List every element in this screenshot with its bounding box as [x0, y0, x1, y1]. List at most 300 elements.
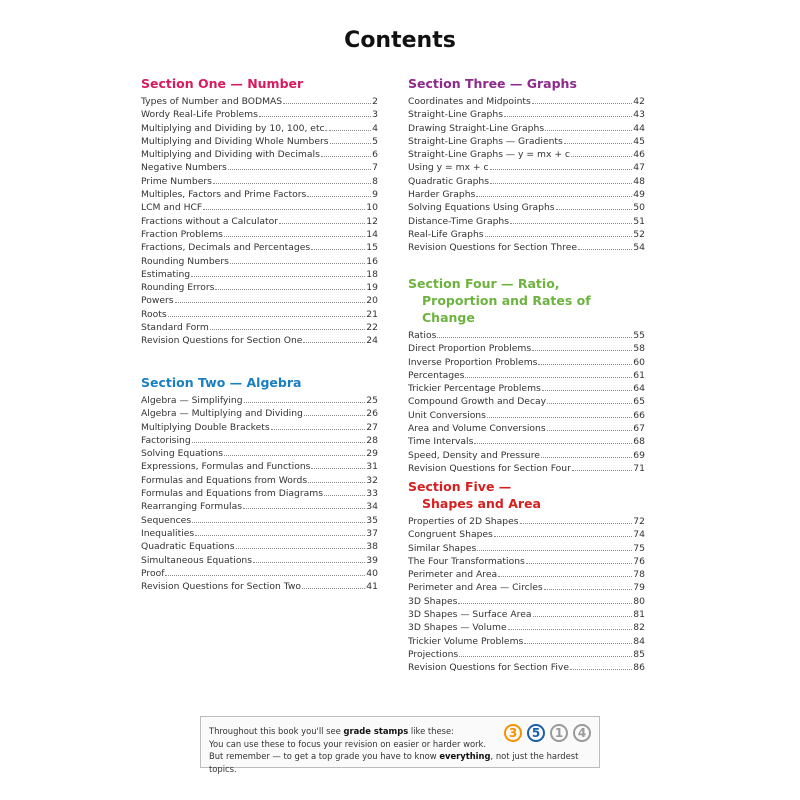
page-number: 33: [366, 488, 378, 500]
dot-leader: [458, 603, 632, 604]
toc-entry[interactable]: [408, 122, 645, 135]
grade-stamps-note: [200, 716, 600, 774]
grade-stamp-icon: 5: [527, 724, 545, 742]
page-number: 68: [633, 436, 645, 448]
entry-title: Expressions, Formulas and Functions: [141, 461, 311, 473]
entry-title: Proof: [141, 567, 165, 579]
toc-entry[interactable]: [408, 422, 645, 435]
toc-entry[interactable]: [408, 382, 645, 395]
entry-title: Formulas and Equations from Diagrams: [141, 488, 323, 500]
dot-leader: [244, 402, 366, 403]
toc-entry[interactable]: [408, 462, 645, 475]
dot-leader: [168, 316, 366, 317]
toc-entry[interactable]: [408, 148, 645, 161]
entry-title: Formulas and Equations from Words: [141, 474, 308, 486]
toc-entry[interactable]: [141, 241, 378, 254]
dot-leader: [259, 116, 371, 117]
entry-title: Ratios: [408, 330, 437, 341]
toc-entry[interactable]: [408, 108, 645, 121]
section-number: [141, 75, 378, 348]
page-number: 24: [366, 335, 378, 347]
section-entries: [141, 95, 378, 348]
dot-leader: [192, 442, 366, 443]
entry-title: Fraction Problems: [141, 228, 223, 240]
note-line-3: But remember — to get a top grade you have to know everything, not just the hardest topics.: [209, 751, 579, 774]
page-number: 69: [633, 449, 645, 461]
entry-title: Perimeter and Area: [408, 569, 498, 581]
dot-leader: [494, 536, 632, 537]
dot-leader: [459, 656, 632, 657]
dot-leader: [476, 196, 632, 197]
page-number: 7: [372, 162, 378, 174]
dot-leader: [330, 143, 372, 144]
dot-leader: [477, 550, 632, 551]
entry-title: Multiplying and Dividing with Decimals: [141, 149, 320, 161]
dot-leader: [279, 223, 365, 224]
note-line-2: You can use these to focus your revision on easier or harder work.: [209, 738, 487, 749]
page-number: 65: [633, 396, 645, 408]
dot-leader: [556, 209, 633, 210]
entry-title: Multiplying and Dividing by 10, 100, etc.: [141, 122, 328, 134]
toc-entry[interactable]: [408, 409, 645, 422]
toc-entry[interactable]: [408, 175, 645, 188]
toc-entry[interactable]: [141, 161, 378, 174]
dot-leader: [311, 249, 365, 250]
page-number: 76: [633, 555, 645, 567]
dot-leader: [538, 364, 632, 365]
page-number: 37: [366, 527, 378, 539]
dot-leader: [215, 289, 365, 290]
section-title: Section Two — Algebra: [141, 375, 302, 390]
entry-title: Real-Life Graphs: [408, 228, 484, 240]
page-number: 60: [633, 356, 645, 368]
toc-entry[interactable]: [141, 514, 378, 527]
page-number: 21: [366, 308, 378, 320]
dot-leader: [224, 236, 365, 237]
entry-title: The Four Transformations: [408, 555, 525, 567]
entry-title: Rearranging Formulas: [141, 501, 242, 513]
toc-entry[interactable]: [141, 122, 378, 135]
page-number: 75: [633, 542, 645, 554]
entry-title: Area and Volume Conversions: [408, 423, 546, 435]
toc-entry[interactable]: [408, 369, 645, 382]
toc-entry[interactable]: [408, 581, 645, 594]
dot-leader: [271, 429, 366, 430]
dot-leader: [213, 183, 371, 184]
entry-title: Simultaneous Equations: [141, 554, 253, 566]
dot-leader: [487, 417, 632, 418]
dot-leader: [311, 468, 365, 469]
section-title: [408, 478, 645, 512]
toc-entry[interactable]: [141, 268, 378, 281]
toc-entry[interactable]: [141, 175, 378, 188]
dot-leader: [498, 576, 632, 577]
dot-leader: [303, 342, 365, 343]
section-entries: [408, 329, 645, 475]
toc-entry[interactable]: [141, 228, 378, 241]
page-number: 81: [633, 609, 645, 621]
entry-title: Time Intervals: [408, 436, 474, 448]
dot-leader: [302, 588, 365, 589]
toc-entry[interactable]: [141, 421, 378, 434]
toc-entry[interactable]: [408, 356, 645, 369]
toc-entry[interactable]: [141, 201, 378, 214]
toc-entry[interactable]: [141, 487, 378, 500]
dot-leader: [165, 575, 365, 576]
entry-title: Multiplying and Dividing Whole Numbers: [141, 135, 329, 147]
toc-entry[interactable]: [408, 241, 645, 254]
dot-leader: [541, 457, 632, 458]
page-number: 78: [633, 569, 645, 581]
entry-title: Congruent Shapes: [408, 529, 493, 541]
dot-leader: [526, 563, 632, 564]
entry-title: Similar Shapes: [408, 542, 477, 554]
page-number: 61: [633, 369, 645, 381]
entry-title: Distance-Time Graphs: [408, 215, 510, 227]
entry-title: Straight-Line Graphs: [408, 109, 504, 121]
dot-leader: [532, 350, 632, 351]
section-title-line2: Proportion and Rates of Change: [422, 293, 591, 325]
dot-leader: [175, 302, 366, 303]
entry-title: 3D Shapes — Volume: [408, 622, 507, 634]
toc-entry[interactable]: [141, 294, 378, 307]
page-number: 49: [633, 189, 645, 201]
dot-leader: [224, 455, 365, 456]
entry-title: Negative Numbers: [141, 162, 227, 174]
dot-leader: [324, 495, 365, 496]
entry-title: Straight-Line Graphs — Gradients: [408, 135, 563, 147]
toc-entry[interactable]: [141, 580, 378, 593]
dot-leader: [510, 223, 632, 224]
dot-leader: [230, 263, 365, 264]
page-number: 72: [633, 516, 645, 527]
entry-title: Fractions, Decimals and Percentages: [141, 242, 311, 254]
toc-entry[interactable]: [408, 542, 645, 555]
dot-leader: [547, 403, 632, 404]
entry-title: Solving Equations Using Graphs: [408, 202, 555, 214]
dot-leader: [243, 508, 365, 509]
toc-entry[interactable]: [141, 567, 378, 580]
toc-entry[interactable]: [141, 500, 378, 513]
page-number: 50: [633, 202, 645, 214]
dot-leader: [474, 443, 632, 444]
grade-stamp-icon: 3: [504, 724, 522, 742]
dot-leader: [195, 535, 365, 536]
entry-title: Using y = mx + c: [408, 162, 489, 174]
page-number: 74: [633, 529, 645, 541]
entry-title: Fractions without a Calculator: [141, 215, 279, 227]
page-number: 85: [633, 648, 645, 660]
toc-entry[interactable]: [141, 474, 378, 487]
dot-leader: [465, 377, 632, 378]
page-number: 86: [633, 662, 645, 674]
dot-leader: [321, 156, 371, 157]
entry-title: Trickier Volume Problems: [408, 635, 524, 647]
dot-leader: [572, 470, 632, 471]
entry-title: Percentages: [408, 369, 465, 381]
section-title: [408, 275, 645, 326]
entry-title: Multiplying Double Brackets: [141, 421, 270, 433]
page-number: 45: [633, 135, 645, 147]
dot-leader: [210, 329, 365, 330]
entry-title: Roots: [141, 308, 167, 320]
toc-entry[interactable]: [141, 407, 378, 420]
page-number: 79: [633, 582, 645, 594]
page-number: 84: [633, 635, 645, 647]
dot-leader: [571, 156, 632, 157]
entry-title: Powers: [141, 295, 174, 307]
toc-entry[interactable]: [141, 394, 378, 407]
entry-title: Revision Questions for Section One: [141, 335, 303, 347]
entry-title: Perimeter and Area — Circles: [408, 582, 543, 594]
grade-stamp-icon: 4: [573, 724, 591, 742]
page-number: 38: [366, 541, 378, 553]
toc-entry[interactable]: [408, 201, 645, 214]
entry-title: 3D Shapes — Surface Area: [408, 609, 532, 621]
toc-entry[interactable]: [408, 135, 645, 148]
section-entries: [408, 95, 645, 255]
page-number: 80: [633, 595, 645, 607]
toc-entry[interactable]: [141, 554, 378, 567]
page-number: 29: [366, 448, 378, 460]
page-number: 34: [366, 501, 378, 513]
entry-title: Revision Questions for Section Three: [408, 242, 578, 254]
page-number: 51: [633, 215, 645, 227]
section-title-line2: Shapes and Area: [422, 496, 541, 511]
toc-entry[interactable]: [408, 555, 645, 568]
toc-entry[interactable]: [408, 595, 645, 608]
toc-entry[interactable]: [141, 527, 378, 540]
page-number: 43: [633, 109, 645, 121]
entry-title: Revision Questions for Section Four: [408, 462, 571, 474]
toc-entry[interactable]: [408, 395, 645, 408]
toc-entry[interactable]: [408, 161, 645, 174]
entry-title: Revision Questions for Section Five: [408, 662, 569, 674]
page-number: 4: [372, 122, 378, 134]
note-line-1: Throughout this book you'll see grade stamps like these:: [209, 726, 454, 736]
section-ratio: [408, 275, 645, 475]
page-number: 58: [633, 343, 645, 355]
dot-leader: [329, 130, 372, 131]
dot-leader: [228, 169, 371, 170]
page-number: 48: [633, 175, 645, 187]
page-number: 71: [633, 462, 645, 474]
dot-leader: [304, 415, 365, 416]
page-number: 44: [633, 122, 645, 134]
page-number: 9: [372, 189, 378, 201]
page-number: 54: [633, 242, 645, 254]
entry-title: Projections: [408, 648, 459, 660]
toc-entry[interactable]: [141, 135, 378, 148]
toc-entry[interactable]: [408, 188, 645, 201]
entry-title: Coordinates and Midpoints: [408, 96, 531, 107]
entry-title: Direct Proportion Problems: [408, 343, 532, 355]
entry-title: 3D Shapes: [408, 595, 458, 607]
toc-entry[interactable]: [141, 188, 378, 201]
toc-entry[interactable]: [141, 215, 378, 228]
dot-leader: [283, 103, 371, 104]
entry-title: LCM and HCF: [141, 202, 203, 214]
dot-leader: [578, 249, 632, 250]
section-title-line1: Section Four — Ratio,: [408, 276, 560, 291]
page-number: 67: [633, 423, 645, 435]
toc-entry[interactable]: [408, 342, 645, 355]
toc-entry[interactable]: [408, 528, 645, 541]
dot-leader: [236, 548, 366, 549]
page-number: 14: [366, 228, 378, 240]
entry-title: Solving Equations: [141, 448, 224, 460]
page-number: 55: [633, 330, 645, 341]
dot-leader: [564, 143, 632, 144]
toc-entry[interactable]: [408, 621, 645, 634]
toc-entry[interactable]: [141, 108, 378, 121]
entry-title: Unit Conversions: [408, 409, 486, 421]
entry-title: Multiples, Factors and Prime Factors: [141, 189, 307, 201]
page-number: 32: [366, 474, 378, 486]
page-number: 3: [372, 109, 378, 121]
page-number: 26: [366, 408, 378, 420]
page-number: 27: [366, 421, 378, 433]
dot-leader: [520, 523, 633, 524]
section-graphs: [408, 75, 645, 255]
toc-entry[interactable]: [408, 95, 645, 108]
page-number: 12: [366, 215, 378, 227]
page-number: 22: [366, 322, 378, 334]
dot-leader: [490, 169, 633, 170]
grade-stamps: [504, 724, 591, 742]
dot-leader: [191, 276, 365, 277]
toc-entry[interactable]: [141, 434, 378, 447]
toc-entry[interactable]: [141, 447, 378, 460]
page-number: 66: [633, 409, 645, 421]
dot-leader: [203, 209, 365, 210]
page-number: 28: [366, 434, 378, 446]
dot-leader: [547, 430, 633, 431]
entry-title: Types of Number and BODMAS: [141, 96, 283, 107]
entry-title: Standard Form: [141, 322, 209, 334]
dot-leader: [545, 130, 632, 131]
toc-entry[interactable]: [141, 308, 378, 321]
page-number: 35: [366, 514, 378, 526]
entry-title: Properties of 2D Shapes: [408, 516, 519, 527]
page-title: Contents: [344, 28, 456, 53]
entry-title: Rounding Errors: [141, 282, 215, 294]
dot-leader: [570, 669, 632, 670]
toc-entry[interactable]: [141, 334, 378, 347]
dot-leader: [307, 196, 371, 197]
page-number: 39: [366, 554, 378, 566]
toc-entry[interactable]: [408, 648, 645, 661]
dot-leader: [542, 390, 632, 391]
toc-entry[interactable]: [141, 255, 378, 268]
page-number: 46: [633, 149, 645, 161]
page-number: 42: [633, 96, 645, 107]
toc-entry[interactable]: [408, 449, 645, 462]
page-number: 47: [633, 162, 645, 174]
toc-entry[interactable]: [141, 540, 378, 553]
page-number: 16: [366, 255, 378, 267]
entry-title: Inequalities: [141, 527, 195, 539]
dot-leader: [490, 183, 632, 184]
dot-leader: [253, 562, 365, 563]
toc-entry[interactable]: [408, 515, 645, 528]
section-algebra: [141, 374, 378, 593]
toc-entry[interactable]: [141, 148, 378, 161]
entry-title: Rounding Numbers: [141, 255, 229, 267]
dot-leader: [485, 236, 633, 237]
entry-title: Revision Questions for Section Two: [141, 581, 301, 593]
entry-title: Algebra — Simplifying: [141, 395, 243, 406]
page-number: 20: [366, 295, 378, 307]
toc-entry[interactable]: [141, 460, 378, 473]
page-number: 5: [372, 135, 378, 147]
entry-title: Inverse Proportion Problems: [408, 356, 538, 368]
toc-entry[interactable]: [408, 635, 645, 648]
entry-title: Straight-Line Graphs — y = mx + c: [408, 149, 570, 161]
toc-entry[interactable]: [141, 281, 378, 294]
page-number: 18: [366, 268, 378, 280]
page-number: 8: [372, 175, 378, 187]
toc-entry[interactable]: [408, 568, 645, 581]
toc-entry[interactable]: [408, 435, 645, 448]
page-number: 82: [633, 622, 645, 634]
page-number: 41: [366, 581, 378, 593]
entry-title: Harder Graphs: [408, 189, 476, 201]
page-number: 52: [633, 228, 645, 240]
page-number: 6: [372, 149, 378, 161]
grade-stamp-icon: 1: [550, 724, 568, 742]
page-number: 64: [633, 383, 645, 395]
entry-title: Algebra — Multiplying and Dividing: [141, 408, 303, 420]
toc-entry[interactable]: [408, 608, 645, 621]
section-entries: [408, 515, 645, 675]
entry-title: Estimating: [141, 268, 191, 280]
entry-title: Trickier Percentage Problems: [408, 383, 541, 395]
section-title: Section Three — Graphs: [408, 76, 577, 91]
section-title: Section One — Number: [141, 76, 304, 91]
dot-leader: [192, 522, 365, 523]
dot-leader: [504, 116, 632, 117]
dot-leader: [508, 629, 633, 630]
dot-leader: [533, 616, 633, 617]
entry-title: Drawing Straight-Line Graphs: [408, 122, 545, 134]
page-number: 31: [366, 461, 378, 473]
toc-entry[interactable]: [408, 329, 645, 342]
entry-title: Compound Growth and Decay: [408, 396, 547, 408]
entry-title: Quadratic Equations: [141, 541, 235, 553]
section-title-line1: Section Five —: [408, 479, 512, 494]
toc-entry[interactable]: [408, 228, 645, 241]
toc-entry[interactable]: [408, 661, 645, 674]
entry-title: Speed, Density and Pressure: [408, 449, 540, 461]
entry-title: Wordy Real-Life Problems: [141, 109, 258, 121]
page-number: 10: [366, 202, 378, 214]
page-number: 40: [366, 567, 378, 579]
dot-leader: [308, 482, 365, 483]
dot-leader: [532, 103, 632, 104]
page-number: 2: [372, 96, 378, 107]
page-number: 15: [366, 242, 378, 254]
page-number: 25: [366, 395, 378, 406]
toc-entry[interactable]: [141, 95, 378, 108]
dot-leader: [524, 643, 632, 644]
entry-title: Quadratic Graphs: [408, 175, 490, 187]
toc-entry[interactable]: [408, 215, 645, 228]
dot-leader: [544, 589, 633, 590]
entry-title: Prime Numbers: [141, 175, 212, 187]
toc-entry[interactable]: [141, 321, 378, 334]
entry-title: Sequences: [141, 514, 192, 526]
